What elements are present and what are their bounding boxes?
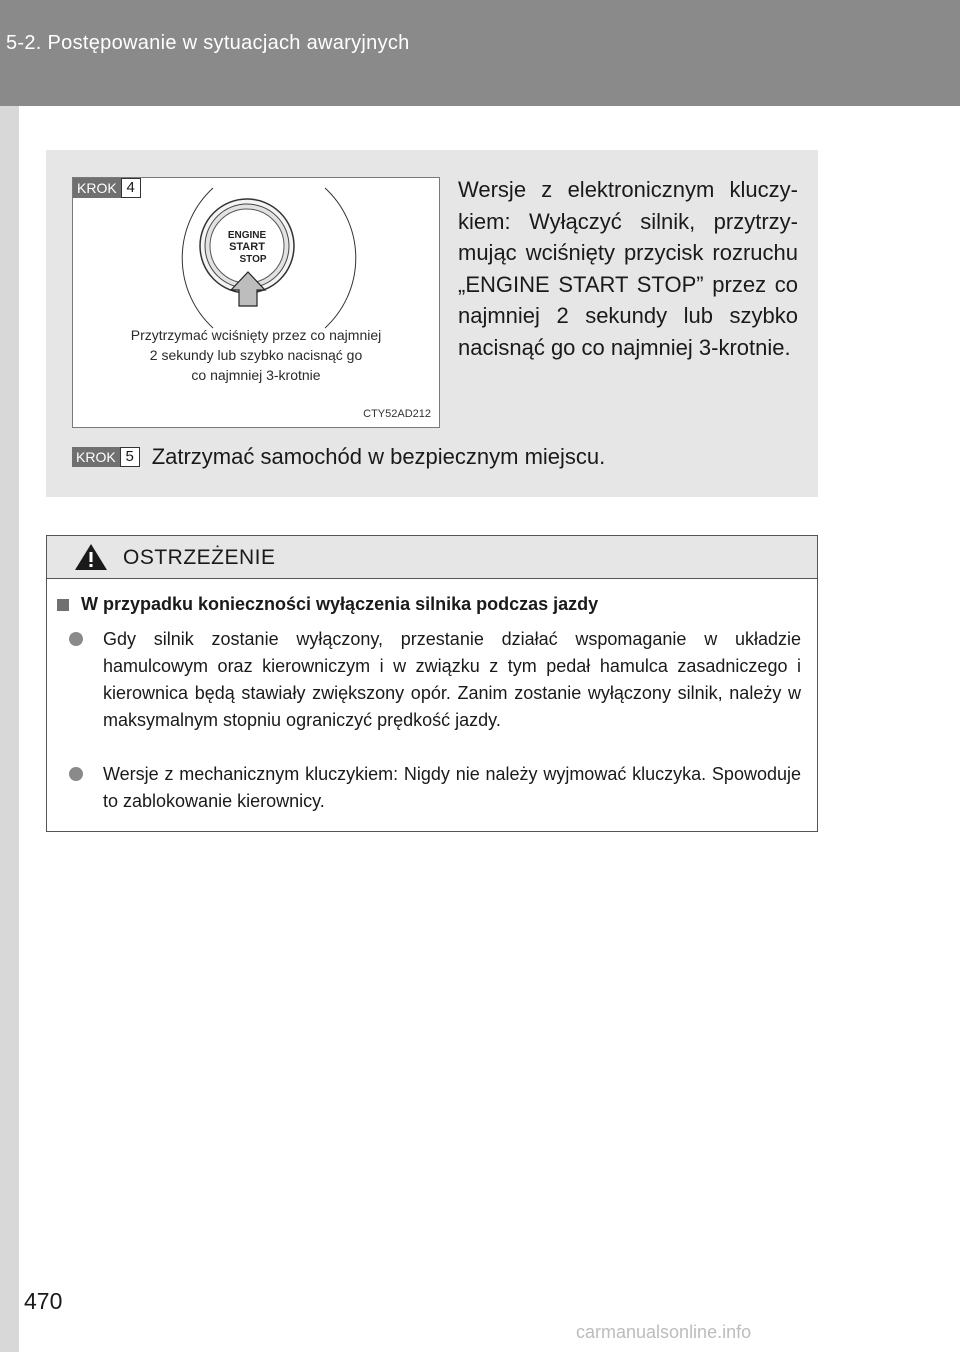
krok-label: KROK (72, 447, 120, 467)
figure-caption (73, 325, 439, 385)
round-bullet-icon (69, 767, 83, 781)
warning-title: OSTRZEŻENIE (123, 546, 276, 569)
page-header (0, 0, 960, 106)
section-title: 5-2. Postępowanie w sytuacjach awaryjnych (6, 32, 410, 54)
page-number: 470 (24, 1288, 63, 1314)
caption-line: 2 sekundy lub szybko nacisnąć go (149, 347, 363, 363)
warning-triangle-icon (73, 542, 109, 572)
round-bullet-icon (69, 632, 83, 646)
step5-row (72, 444, 605, 470)
figure-code: CTY52AD212 (363, 408, 431, 420)
button-label-line1: ENGINE (227, 230, 267, 241)
warning-bullet (69, 761, 801, 815)
step4-text: Wersje z elektronicznym kluczykiem: Wyłączyć silnik, przytrzymując wciśnięty przycisk rozruchu „ENGINE START STOP” przez co najmniej 2 sekundy lub szybko nacisnąć go co najmniej 3-krotnie. (458, 177, 798, 360)
krok-number: 5 (120, 447, 140, 467)
page-margin-strip (0, 106, 19, 1352)
warning-box (46, 535, 818, 832)
watermark: carmanualsonline.info (576, 1322, 752, 1342)
krok-number: 4 (121, 178, 141, 198)
krok-4-badge (73, 178, 141, 198)
button-label-line3: STOP (239, 254, 267, 265)
square-bullet-icon (57, 599, 69, 611)
caption-line: co najmniej 3-krotnie (191, 367, 321, 383)
krok-label: KROK (73, 178, 121, 198)
warning-heading-text: W przypadku konieczności wyłączenia silnika podczas jazdy (81, 594, 599, 614)
warning-bullet (69, 626, 801, 734)
steps-panel (46, 150, 818, 497)
warning-bullet-text: Wersje z mechanicznym kluczykiem: Nigdy nie należy wyjmować kluczyka. Spowoduje to zablokowanie kierownicy. (103, 764, 801, 811)
button-label-line2: START (229, 241, 265, 253)
step5-text: Zatrzymać samochód w bezpiecznym miejscu. (151, 444, 606, 469)
caption-line: Przytrzymać wciśnięty przez co najmniej (130, 327, 382, 343)
krok-5-badge (72, 447, 140, 467)
warning-header (47, 536, 817, 579)
step4-figure (72, 177, 440, 428)
engine-button-illustration (73, 178, 439, 427)
warning-heading (57, 594, 598, 615)
warning-bullet-text: Gdy silnik zostanie wyłączony, przestanie działać wspomaganie w układzie hamulcowym oraz kierowniczym i w związku z tym pedał hamulca zasadniczego i kierownica będą stawiały zwiększony opór. Zanim zostanie wyłączony silnik, należy w maksymalnym stopniu ograniczyć prędkość jazdy. (103, 629, 801, 730)
